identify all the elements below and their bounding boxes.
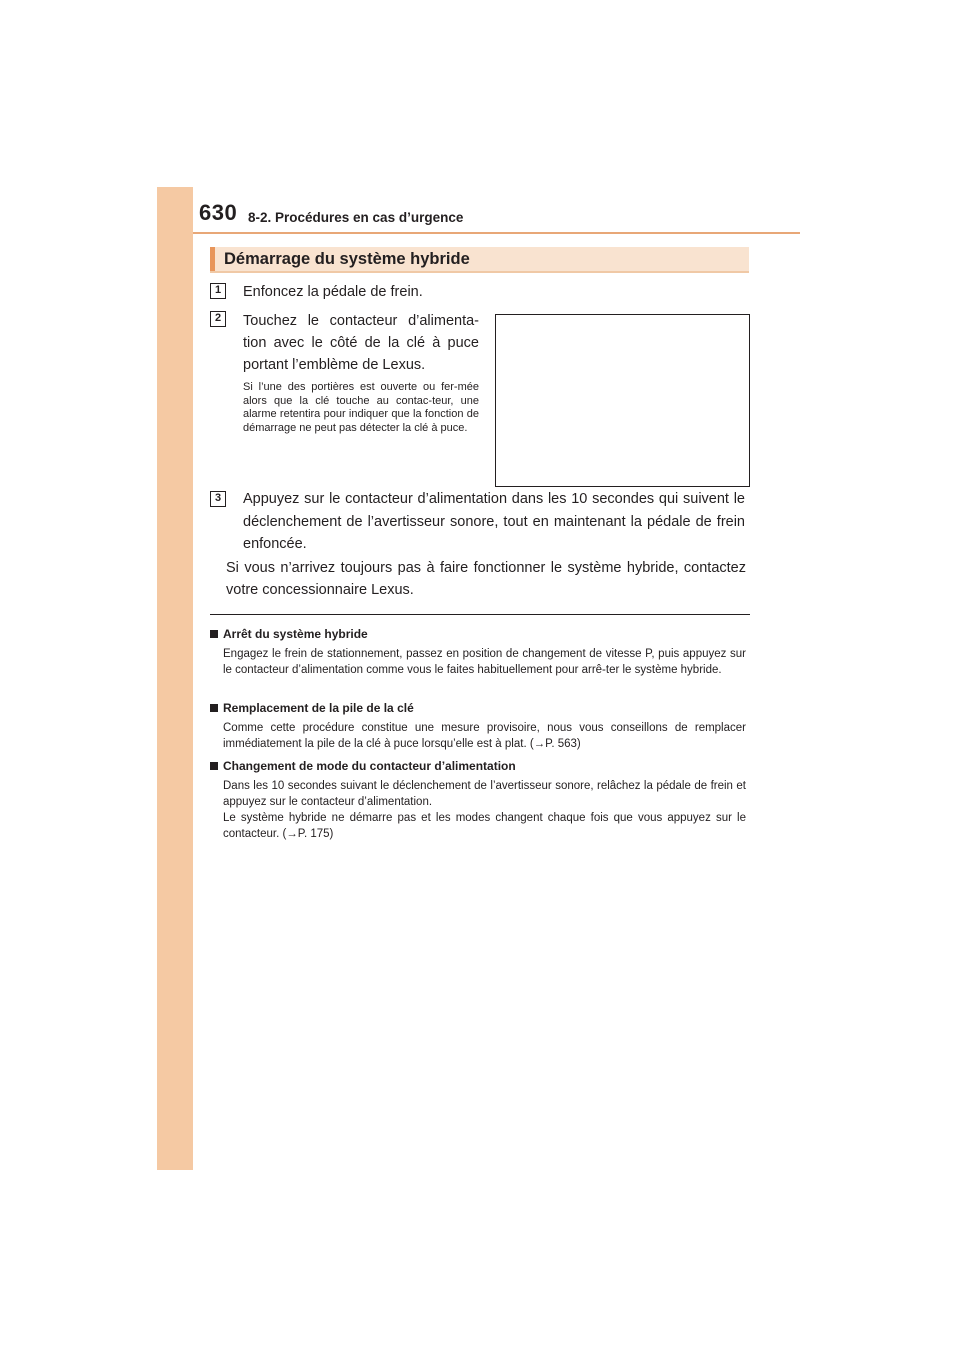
info-body-continued: Le système hybride ne démarre pas et les modes changent chaque fois que vous appuyez sur le contacteur. (→P. 175) <box>223 812 746 840</box>
info-title <box>210 759 746 774</box>
chapter-title: 8-2. Procédures en cas d’urgence <box>248 210 464 225</box>
info-title <box>210 701 746 716</box>
info-body: Comme cette procédure constitue une mesure provisoire, nous vous conseillons de remplacer immédiatement la pile de la clé à puce lorsqu’elle est à plat. (→P. 563) <box>223 722 746 750</box>
info-block-battery <box>210 701 746 752</box>
illustration-placeholder <box>495 314 750 487</box>
info-title-text: Arrêt du système hybride <box>223 627 368 641</box>
square-bullet-icon <box>210 630 218 638</box>
info-title-text: Remplacement de la pile de la clé <box>223 701 414 715</box>
section-heading <box>210 247 749 273</box>
header-rule <box>193 232 800 234</box>
info-title-text: Changement de mode du contacteur d’alimentation <box>223 759 516 773</box>
square-bullet-icon <box>210 704 218 712</box>
step-note-2: Si l’une des portières est ouverte ou fer-mée alors que la clé touche au contac-teur, une alarme retentira pour indiquer que la fonction de démarrage ne peut pas détecter la clé à puce. <box>243 381 479 434</box>
info-block-mode <box>210 759 746 842</box>
step-number-1: 1 <box>210 283 226 299</box>
step-text-3: Appuyez sur le contacteur d’alimentation dans les 10 secondes qui suivent le déclenchement de l’avertisseur sonore, tout en maintenant la pédale de frein enfoncée. <box>243 491 745 552</box>
info-body: Engagez le frein de stationnement, passez en position de changement de vitesse P, puis appuyez sur le contacteur d’alimentation comme vous le faites habituellement pour arrê-ter le système hybride. <box>223 648 746 676</box>
closing-paragraph: Si vous n’arrivez toujours pas à faire fonctionner le système hybride, contactez votre concessionnaire Lexus. <box>226 560 746 598</box>
step-number-3: 3 <box>210 491 226 507</box>
info-title <box>210 627 746 642</box>
info-body: Dans les 10 secondes suivant le déclenchement de l’avertisseur sonore, relâchez la pédale de frein et appuyez sur le contacteur d’alimentation. <box>223 780 746 808</box>
section-title: Démarrage du système hybride <box>224 250 470 268</box>
step-text-1: Enfoncez la pédale de frein. <box>243 284 423 300</box>
square-bullet-icon <box>210 762 218 770</box>
section-heading-accent <box>210 247 215 271</box>
chapter-tab-band <box>157 187 193 1170</box>
info-block-stop <box>210 627 746 678</box>
step-text-2: Touchez le contacteur d’alimenta-tion avec le côté de la clé à puce portant l’emblème de Lexus. <box>243 313 479 373</box>
section-divider <box>210 614 750 615</box>
step-number-2: 2 <box>210 311 226 327</box>
page-number: 630 <box>199 200 238 225</box>
